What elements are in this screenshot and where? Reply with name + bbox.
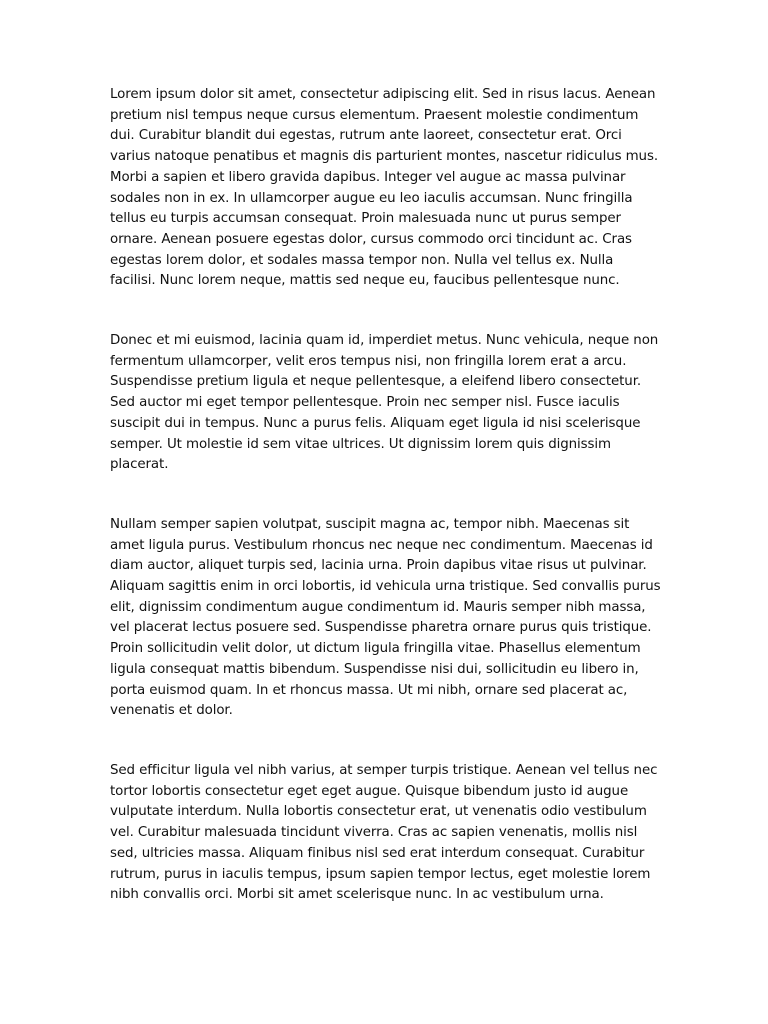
paragraph-1: Lorem ipsum dolor sit amet, consectetur adipiscing elit. Sed in risus lacus. Aenean pretium nisl tempus neque cursus elementum. Praesent molestie condimentum dui. Curabitur blandit dui egestas, rutrum ante laoreet, consectetur erat. Orci varius natoque penatibus et magnis dis parturient montes, nascetur ridiculus mus. Morbi a sapien et libero gravida dapibus. Integer vel augue ac massa pulvinar sodales non in ex. In ullamcorper augue eu leo iaculis accumsan. Nunc fringilla tellus eu turpis accumsan consequat. Proin malesuada nunc ut purus semper ornare. Aenean posuere egestas dolor, cursus commodo orci tincidunt ac. Cras egestas lorem dolor, et sodales massa tempor non. Nulla vel tellus ex. Nulla facilisi. Nunc lorem neque, mattis sed neque eu, faucibus pellentesque nunc. xyxy=(110,87,658,289)
document-body xyxy=(110,85,662,906)
paragraph-2: Donec et mi euismod, lacinia quam id, imperdiet metus. Nunc vehicula, neque non fermentum ullamcorper, velit eros tempus nisi, non fringilla lorem erat a arcu. Suspendisse pretium ligula et neque pellentesque, a eleifend libero consectetur. Sed auctor mi eget tempor pellentesque. Proin nec semper nisl. Fusce iaculis suscipit dui in tempus. Nunc a purus felis. Aliquam eget ligula id nisi scelerisque semper. Ut molestie id sem vitae ultrices. Ut dignissim lorem quis dignissim placerat. xyxy=(110,333,659,473)
paragraph-4: Sed efficitur ligula vel nibh varius, at semper turpis tristique. Aenean vel tellus nec tortor lobortis consectetur eget eget augue. Quisque bibendum justo id augue vulputate interdum. Nulla lobortis consectetur erat, ut venenatis odio vestibulum vel. Curabitur malesuada tincidunt viverra. Cras ac sapien venenatis, mollis nisl sed, ultricies massa. Aliquam finibus nisl sed erat interdum consequat. Curabitur rutrum, purus in iaculis tempus, ipsum sapien tempor lectus, eget molestie lorem nibh convallis orci. Morbi sit amet scelerisque nunc. In ac vestibulum urna. xyxy=(110,762,658,903)
paragraph-3: Nullam semper sapien volutpat, suscipit magna ac, tempor nibh. Maecenas sit amet ligula purus. Vestibulum rhoncus nec neque nec condimentum. Maecenas id diam auctor, aliquet turpis sed, lacinia urna. Proin dapibus vitae risus ut pulvinar. Aliquam sagittis enim in orci lobortis, id vehicula urna tristique. Sed convallis purus elit, dignissim condimentum augue condimentum id. Mauris semper nibh massa, vel placerat lectus posuere sed. Suspendisse pharetra ornare purus quis tristique. Proin sollicitudin velit dolor, ut dictum ligula fringilla vitae. Phasellus elementum ligula consequat mattis bibendum. Suspendisse nisi dui, sollicitudin eu libero in, porta euismod quam. In et rhoncus massa. Ut mi nibh, ornare sed placerat ac, venenatis et dolor. xyxy=(110,516,661,719)
